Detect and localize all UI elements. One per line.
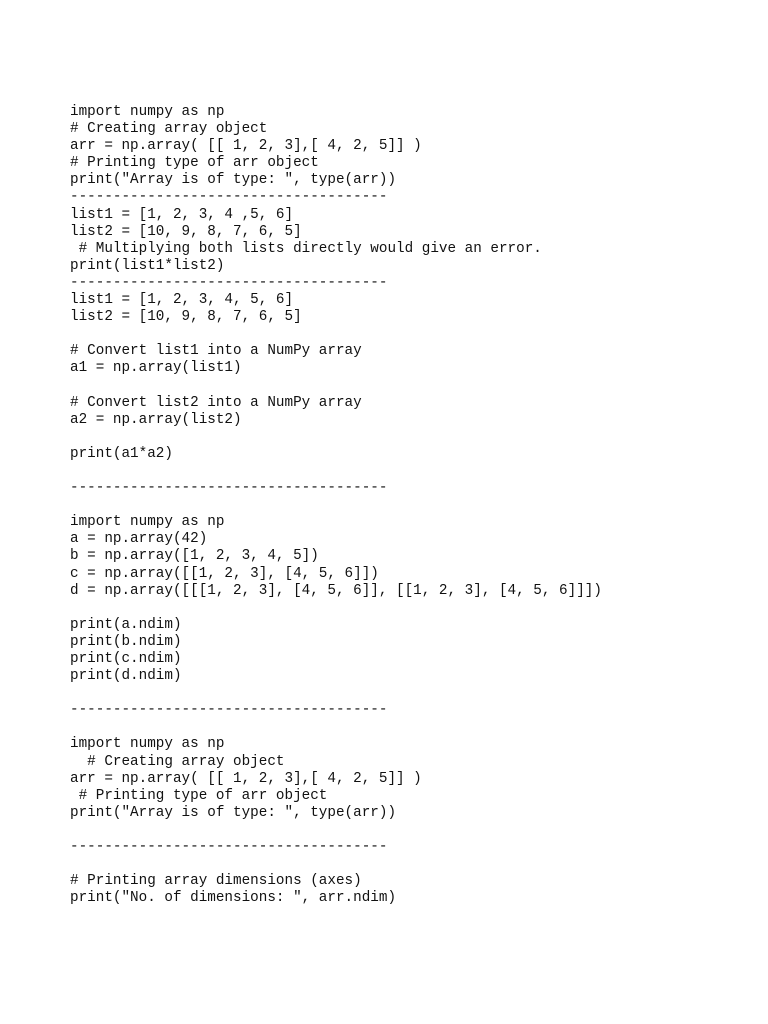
code-line: a = np.array(42) (70, 531, 208, 548)
code-line: a1 = np.array(list1) (70, 360, 242, 377)
comment-line: # Creating array object (70, 121, 268, 138)
code-line: print(b.ndim) (70, 633, 182, 650)
code-line: print("Array is of type: ", type(arr)) (70, 172, 397, 189)
code-line: arr = np.array( [[ 1, 2, 3],[ 4, 2, 5]] ) (70, 770, 422, 787)
code-line: list1 = [1, 2, 3, 4, 5, 6] (70, 292, 294, 309)
code-line: import numpy as np (70, 104, 225, 120)
separator-line: ------------------------------------- (70, 702, 388, 719)
code-line: d = np.array([[[1, 2, 3], [4, 5, 6]], [[1, 2, 3], [4, 5, 6]]]) (70, 582, 602, 599)
separator-line: ------------------------------------- (70, 189, 388, 206)
code-line: print("Array is of type: ", type(arr)) (70, 804, 397, 821)
code-line: print(a.ndim) (70, 616, 182, 633)
blank-line (70, 326, 602, 343)
blank-line (70, 378, 602, 395)
blank-line (70, 600, 602, 617)
separator-line: ------------------------------------- (70, 274, 388, 291)
code-line: a2 = np.array(list2) (70, 411, 242, 428)
code-line: import numpy as np (70, 514, 225, 531)
blank-line (70, 856, 602, 873)
blank-line (70, 429, 602, 446)
comment-line: # Printing type of arr object (70, 155, 319, 172)
separator-line: ------------------------------------- (70, 480, 388, 497)
code-line: list1 = [1, 2, 3, 4 ,5, 6] (70, 206, 294, 223)
separator-line: ------------------------------------- (70, 839, 388, 856)
blank-line (70, 822, 602, 839)
code-line: list2 = [10, 9, 8, 7, 6, 5] (70, 223, 302, 240)
comment-line: # Creating array object (70, 753, 285, 770)
code-line: b = np.array([1, 2, 3, 4, 5]) (70, 548, 319, 565)
code-line: c = np.array([[1, 2, 3], [4, 5, 6]]) (70, 565, 379, 582)
blank-line (70, 719, 602, 736)
code-line: print("No. of dimensions: ", arr.ndim) (70, 890, 397, 907)
comment-line: # Printing type of arr object (70, 787, 328, 804)
code-line: print(c.ndim) (70, 651, 182, 667)
comment-line: # Multiplying both lists directly would give an error. (70, 240, 542, 257)
code-line: list2 = [10, 9, 8, 7, 6, 5] (70, 309, 302, 326)
code-line: print(list1*list2) (70, 257, 225, 274)
blank-line (70, 497, 602, 514)
code-line: arr = np.array( [[ 1, 2, 3],[ 4, 2, 5]] ) (70, 138, 422, 155)
code-listing (70, 104, 602, 907)
code-line: import numpy as np (70, 736, 225, 753)
comment-line: # Convert list2 into a NumPy array (70, 394, 362, 411)
blank-line (70, 463, 602, 480)
code-line: print(d.ndim) (70, 668, 182, 685)
code-line: print(a1*a2) (70, 445, 173, 462)
comment-line: # Printing array dimensions (axes) (70, 873, 362, 890)
blank-line (70, 685, 602, 702)
comment-line: # Convert list1 into a NumPy array (70, 343, 362, 360)
